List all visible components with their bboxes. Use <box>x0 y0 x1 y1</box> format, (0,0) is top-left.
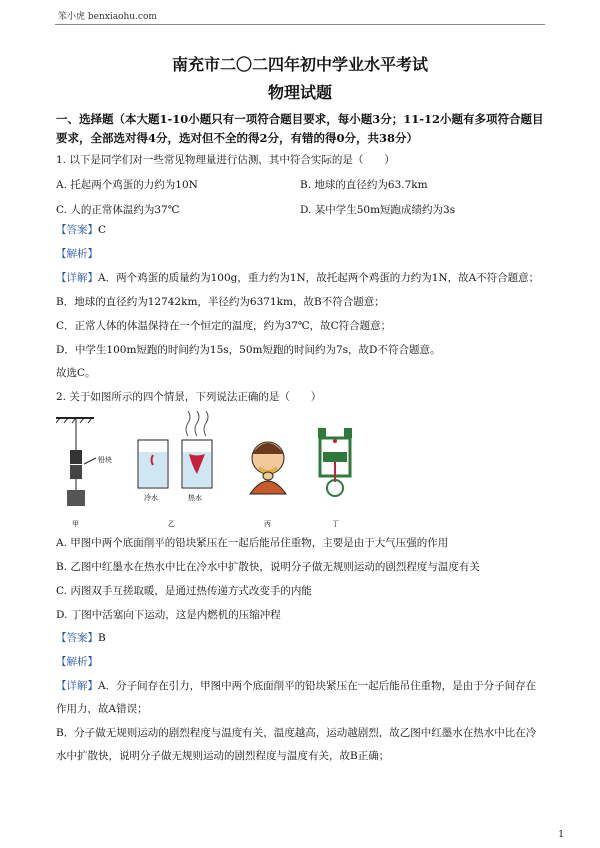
header-divider <box>55 24 545 25</box>
section-heading: 一、选择题（本大题1-10小题只有一项符合题目要求，每小题3分；11-12小题有多项符合题目要求，全部选对得4分，选对但不全的得2分，有错的得0分，共38分） <box>56 112 544 145</box>
q2-analysis <box>56 655 546 669</box>
q2-option-a: A. 甲图中两个底面削平的铅块紧压在一起后能吊住重物，主要是由于大气压强的作用 <box>56 537 449 549</box>
answer-value: C <box>98 224 107 236</box>
q1-option-c: C. 人的正常体温约为37℃ <box>56 204 180 216</box>
site-header: 笨小虎 benxiaohu.com <box>58 12 157 22</box>
lead-label: 铅块 <box>98 456 112 464</box>
figure-beakers <box>138 411 212 528</box>
q2-detail-b-cont: 水中扩散快，说明分子做无规则运动的剧烈程度与温度有关，故B正确； <box>56 750 390 762</box>
answer-tag: 【答案】 <box>56 632 98 644</box>
q1-option-b: B. 地球的直径约为63.7km <box>300 179 428 191</box>
cold-label: 冷水 <box>144 494 158 502</box>
detail-tag: 【详解】 <box>56 680 98 692</box>
label-jia: 甲 <box>72 520 79 528</box>
label-yi: 乙 <box>168 520 175 528</box>
q1-option-a: A. 托起两个鸡蛋的力约为10N <box>56 179 198 191</box>
answer-tag: 【答案】 <box>56 224 98 236</box>
q2-option-b: B. 乙图中红墨水在热水中比在冷水中扩散快，说明分子做无规则运动的剧烈程度与温度有关 <box>56 561 480 573</box>
q1-detail-b: B．地球的直径约为12742km，半径约为6371km，故B不符合题意； <box>56 296 385 308</box>
q2-answer <box>56 631 546 645</box>
q2-option-d: D. 丁图中活塞向下运动，这是内燃机的压缩冲程 <box>56 609 281 621</box>
q2-detail-a <box>56 679 546 693</box>
label-bing: 丙 <box>264 520 271 528</box>
exam-subtitle: 物理试题 <box>267 83 332 102</box>
hot-label: 热水 <box>188 494 202 502</box>
q2-option-c: C. 丙图双手互搓取暖，是通过热传递方式改变手的内能 <box>56 585 312 597</box>
analysis-tag: 【解析】 <box>56 656 98 668</box>
detail-text: A．分子间存在引力，甲图中两个底面削平的铅块紧压在一起后能吊住重物，是由于分子间存在 <box>98 680 537 692</box>
analysis-tag: 【解析】 <box>56 248 98 260</box>
q1-stem: 1. 以下是同学们对一些常见物理量进行估测，其中符合实际的是（ ） <box>56 154 395 166</box>
q2-detail-b: B．分子做无规则运动的剧烈程度与温度有关，温度越高，运动越剧烈，故乙图中红墨水在热水中比在冷 <box>56 727 537 739</box>
label-ding: 丁 <box>332 520 339 528</box>
q2-stem: 2. 关于如图所示的四个情景，下列说法正确的是（ ） <box>56 391 322 403</box>
detail-tag: 【详解】 <box>56 272 98 284</box>
q2-figures <box>56 410 386 530</box>
q2-detail-a-cont: 作用力，故A错误； <box>56 703 148 715</box>
q1-option-d: D. 某中学生50m短跑成绩约为3s <box>300 204 456 216</box>
page-number: 1 <box>558 830 564 840</box>
exam-title: 南充市二〇二四年初中学业水平考试 <box>171 55 428 74</box>
q1-conclusion: 故选C。 <box>56 367 96 379</box>
figure-lead-blocks <box>56 418 112 528</box>
figure-rubbing-hands <box>250 442 286 528</box>
q1-detail-c: C．正常人体的体温保持在一个恒定的温度，约为37℃，故C符合题意； <box>56 320 392 332</box>
q1-answer <box>56 223 546 237</box>
detail-text: A．两个鸡蛋的质量约为100g，重力约为1N，故托起两个鸡蛋的力约为1N，故A不符合题意； <box>98 272 540 284</box>
answer-value: B <box>98 632 106 644</box>
q1-detail-a <box>56 271 546 285</box>
figure-engine <box>318 428 352 528</box>
q1-detail-d: D．中学生100m短跑的时间约为15s，50m短跑的时间约为7s，故D不符合题意。 <box>56 344 441 356</box>
q1-analysis <box>56 247 546 261</box>
